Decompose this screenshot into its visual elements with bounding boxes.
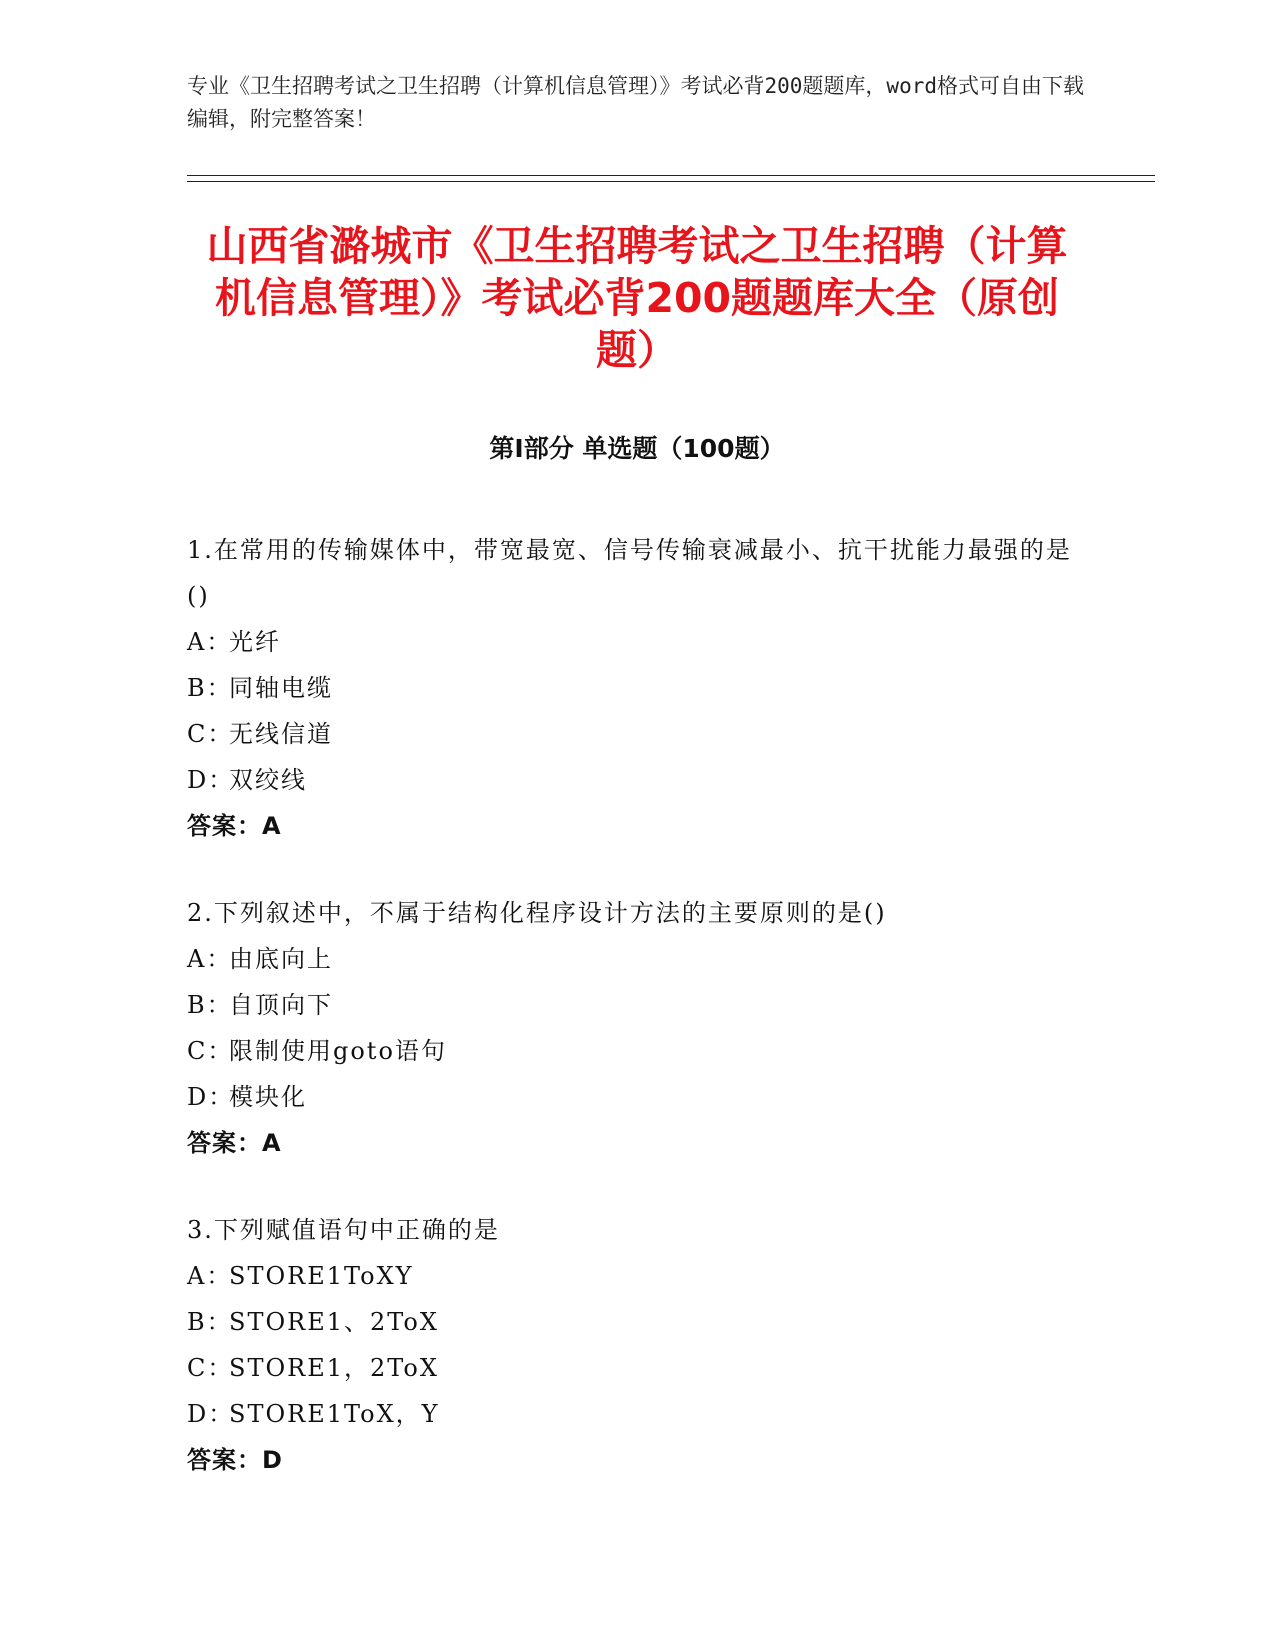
option-letter: C： (187, 720, 234, 748)
option-c (187, 1345, 1087, 1391)
header-divider-top (187, 175, 1155, 176)
option-b (187, 665, 1087, 711)
option-text: 由底向上 (229, 945, 333, 973)
option-text: 双绞线 (229, 766, 307, 794)
option-letter: D： (187, 766, 235, 794)
option-a (187, 1253, 1087, 1299)
option-text: STORE1ToX，Y (229, 1400, 440, 1428)
option-text: 自顶向下 (229, 991, 333, 1019)
option-text: 限制使用goto语句 (229, 1037, 447, 1065)
option-text: 无线信道 (229, 720, 333, 748)
question-stem: 2.下列叙述中，不属于结构化程序设计方法的主要原则的是() (187, 899, 887, 927)
option-letter: C： (187, 1037, 234, 1065)
option-text: STORE1，2ToX (229, 1354, 439, 1382)
option-text: STORE1ToXY (229, 1262, 414, 1290)
option-letter: A： (187, 628, 233, 656)
question-stem: 3.下列赋值语句中正确的是 (187, 1216, 500, 1244)
option-d (187, 1391, 1087, 1437)
option-letter: D： (187, 1400, 235, 1428)
header-note: 专业《卫生招聘考试之卫生招聘（计算机信息管理）》考试必背200题题库，word格式可自由下载编辑，附完整答案！ (187, 74, 1084, 131)
answer-line: 答案：D (187, 1446, 283, 1474)
question-stem: 1.在常用的传输媒体中，带宽最宽、信号传输衰减最小、抗干扰能力最强的是() (187, 536, 1072, 610)
option-letter: C： (187, 1354, 234, 1382)
option-b (187, 982, 1087, 1028)
question-1 (187, 527, 1087, 849)
answer-line: 答案：A (187, 1129, 282, 1157)
option-d (187, 757, 1087, 803)
question-3 (187, 1207, 1087, 1483)
option-a (187, 619, 1087, 665)
answer-line: 答案：A (187, 812, 282, 840)
option-text: 同轴电缆 (229, 674, 333, 702)
option-letter: B： (187, 1308, 233, 1336)
option-c (187, 711, 1087, 757)
option-letter: B： (187, 674, 233, 702)
option-a (187, 936, 1087, 982)
option-letter: A： (187, 1262, 233, 1290)
option-d (187, 1074, 1087, 1120)
option-letter: A： (187, 945, 233, 973)
question-2 (187, 890, 1087, 1166)
section-heading: 第I部分 单选题（100题） (489, 434, 785, 463)
option-c (187, 1028, 1087, 1074)
option-b (187, 1299, 1087, 1345)
option-letter: D： (187, 1083, 235, 1111)
header-divider-bottom (187, 181, 1155, 182)
option-letter: B： (187, 991, 233, 1019)
document-title: 山西省潞城市《卫生招聘考试之卫生招聘（计算机信息管理）》考试必背200题题库大全（原创题） (206, 222, 1068, 374)
option-text: 光纤 (229, 628, 281, 656)
option-text: 模块化 (229, 1083, 307, 1111)
option-text: STORE1、2ToX (229, 1308, 439, 1336)
